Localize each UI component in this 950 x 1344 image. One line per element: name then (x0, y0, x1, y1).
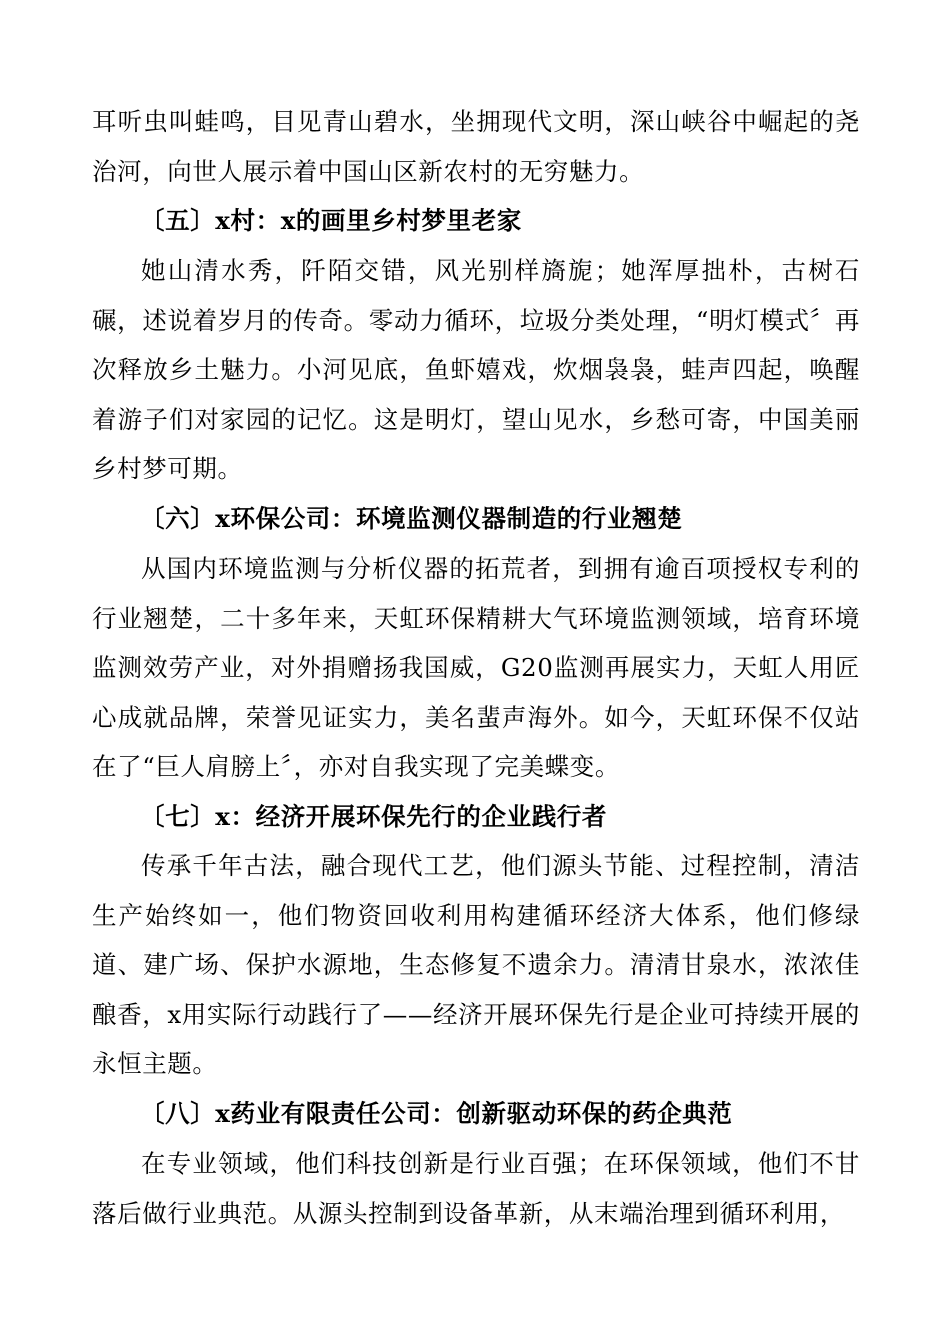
section-heading-five: 〔五〕x村：x的画里乡村梦里老家 (140, 206, 522, 235)
paragraph-section-six: 从国内环境监测与分析仪器的拓荒者，到拥有逾百项授权专利的行业翘楚，二十多年来，天虹环保精耕大气环境监测领域，培育环境监测效劳产业，对外捐赠扬我国威，G20监测再展实力，天虹人用匠心成就品牌，荣誉见证实力，美名蜚声海外。如今，天虹环保不仅站在了“巨人肩膀上〞，亦对自我实现了完美蝶变。 (92, 554, 860, 782)
paragraph-section-seven: 传承千年古法，融合现代工艺，他们源头节能、过程控制，清洁生产始终如一，他们物资回收利用构建循环经济大体系，他们修绿道、建广场、保护水源地，生态修复不遗余力。清清甘泉水，浓浓佳酿香，x用实际行动践行了——经济开展环保先行是企业可持续开展的永恒主题。 (92, 851, 860, 1079)
paragraph-section-five: 她山清水秀，阡陌交错，风光别样旖旎；她浑厚拙朴，古树石碾，述说着岁月的传奇。零动力循环，垃圾分类处理，“明灯模式〞再次释放乡土魅力。小河见底，鱼虾嬉戏，炊烟袅袅，蛙声四起，唤醒着游子们对家园的记忆。这是明灯，望山见水，乡愁可寄，中国美丽乡村梦可期。 (92, 256, 860, 484)
paragraph-yaozhihe-ending: 耳听虫叫蛙鸣，目见青山碧水，坐拥现代文明，深山峡谷中崛起的尧治河，向世人展示着中国山区新农村的无穷魅力。 (92, 107, 860, 186)
section-heading-seven: 〔七〕x：经济开展环保先行的企业践行者 (140, 802, 608, 831)
paragraph-section-eight: 在专业领域，他们科技创新是行业百强；在环保领域，他们不甘落后做行业典范。从源头控制到设备革新，从末端治理到循环利用， (92, 1149, 860, 1228)
section-heading-eight: 〔八〕x药业有限责任公司：创新驱动环保的药企典范 (140, 1099, 733, 1128)
section-heading-six: 〔六〕x环保公司：环境监测仪器制造的行业翘楚 (140, 504, 683, 533)
